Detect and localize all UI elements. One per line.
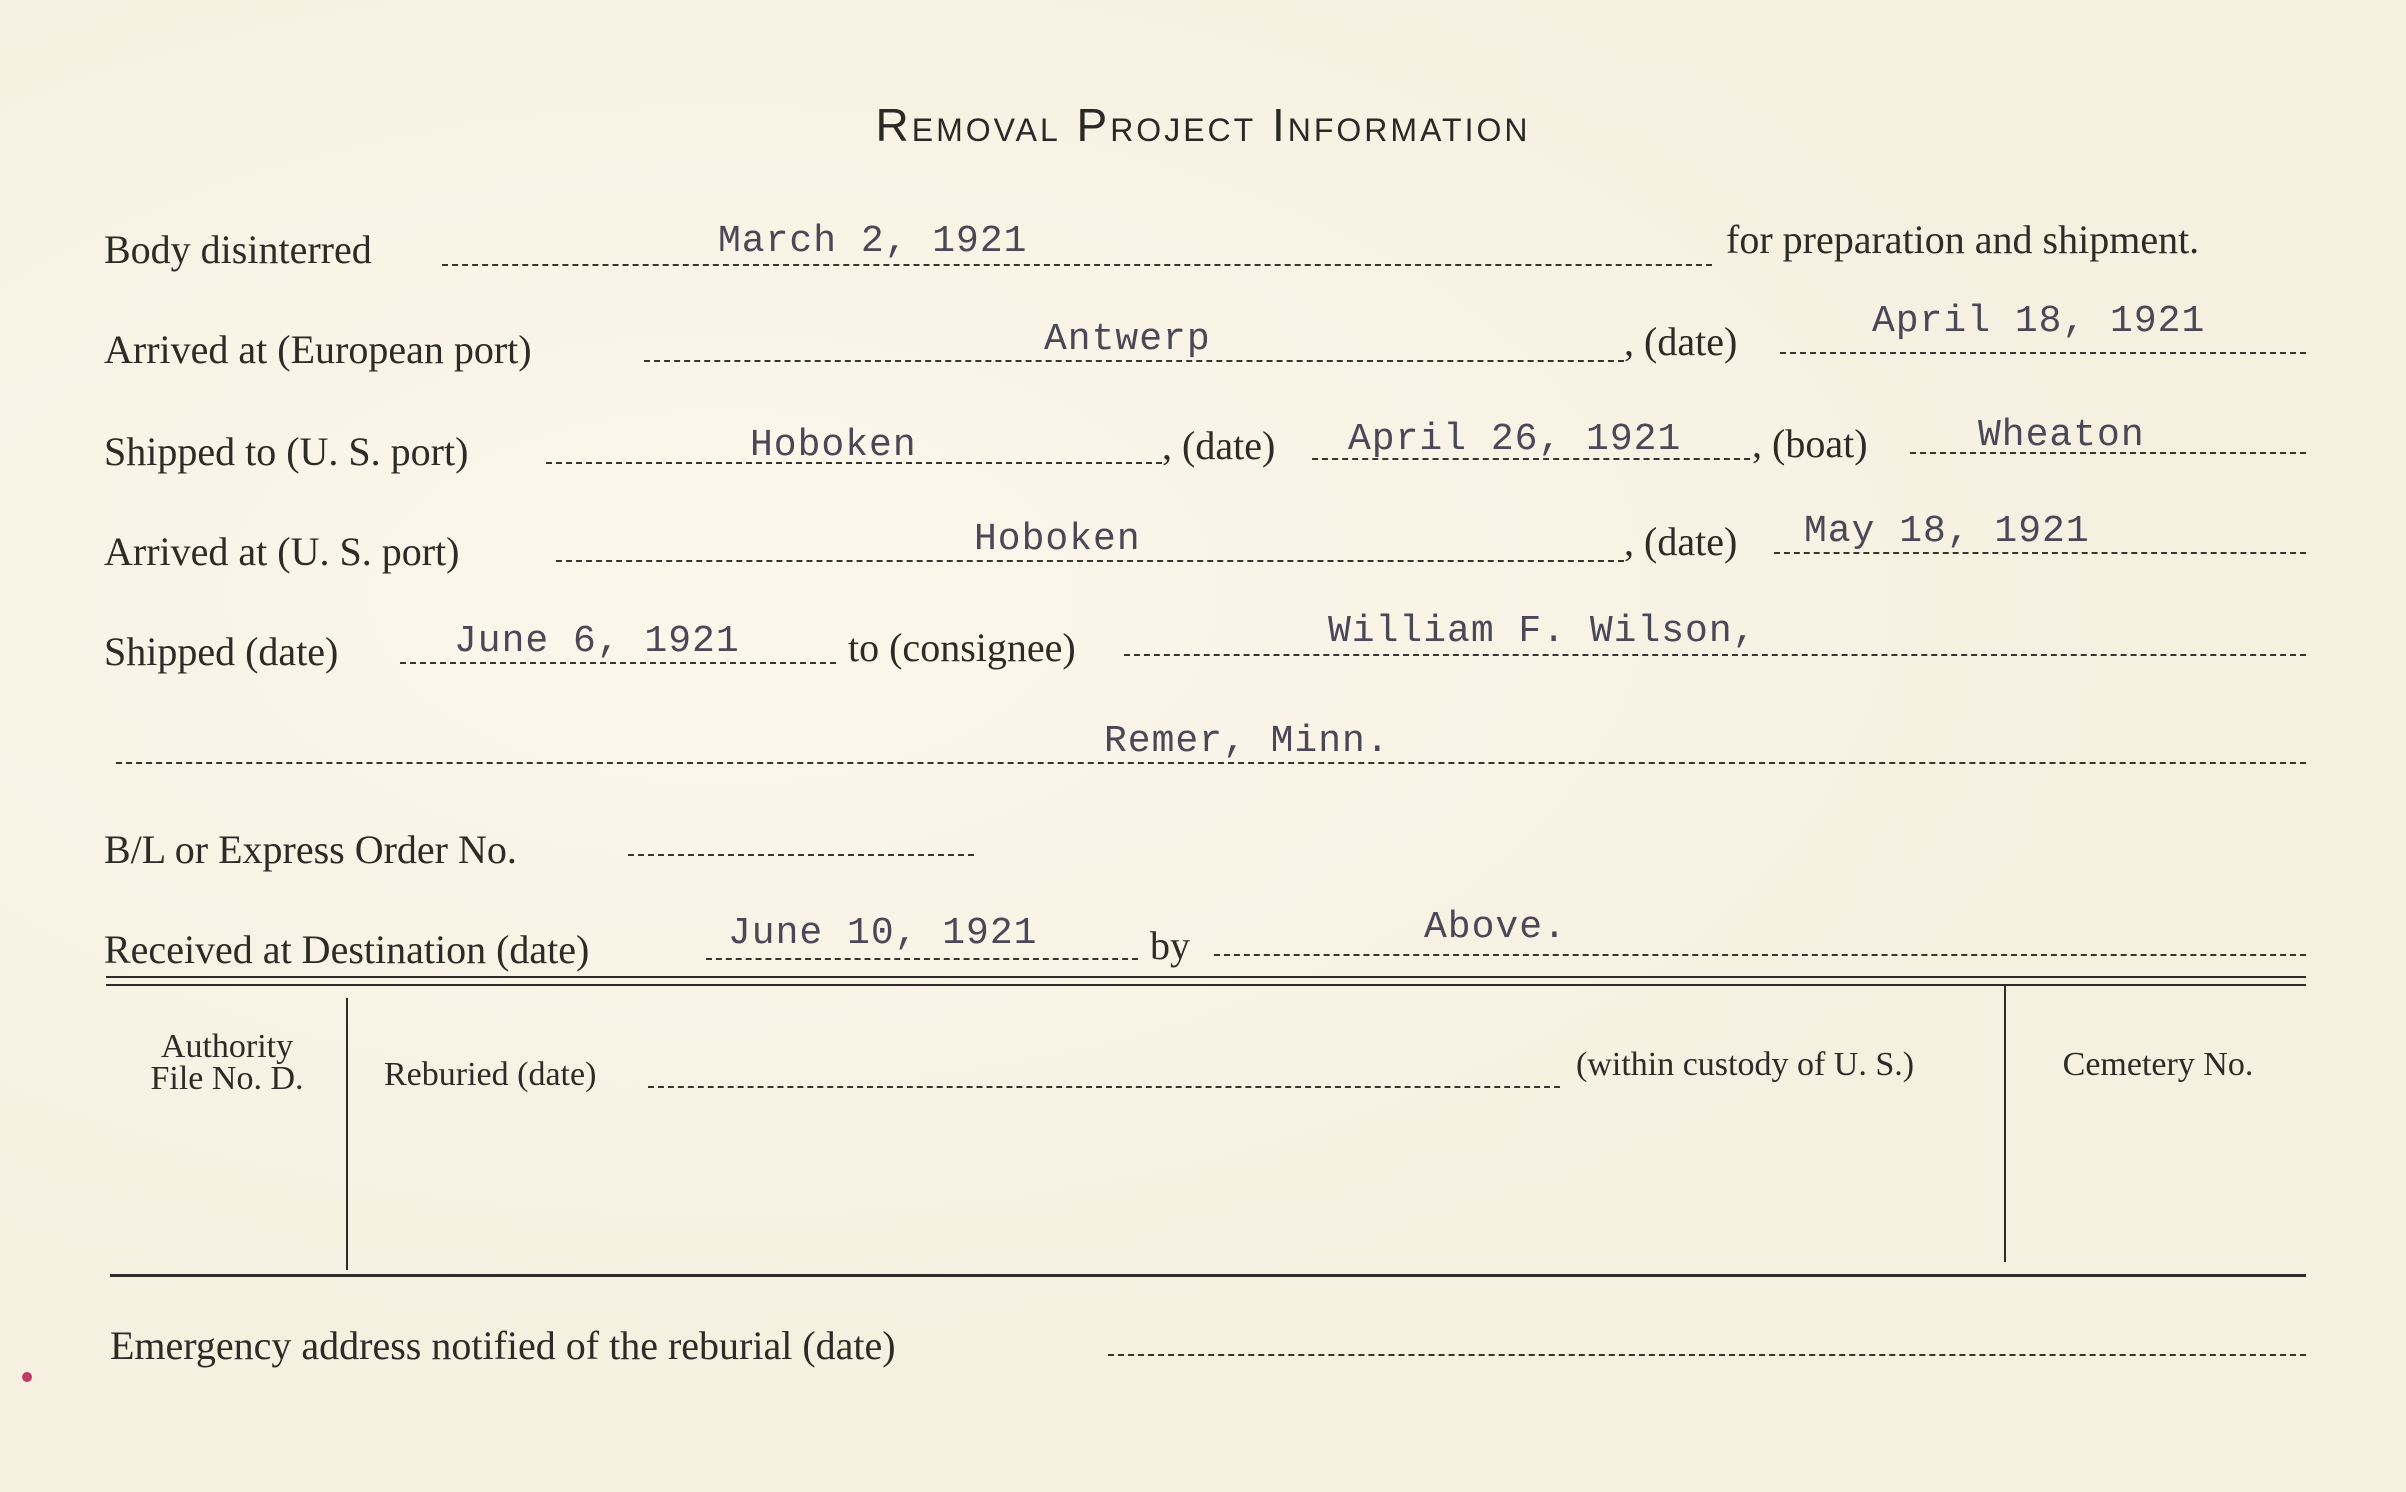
- consignee-value[interactable]: William F. Wilson,: [1328, 610, 1757, 653]
- table-top-rule-1: [106, 976, 2306, 978]
- shipped-us-date-label: , (date): [1162, 423, 1276, 468]
- disinterred-suffix: for preparation and shipment.: [1726, 217, 2200, 262]
- shipped-date-label: Shipped (date): [104, 629, 339, 674]
- received-date-line: [706, 958, 1138, 960]
- shipped-us-boat[interactable]: Wheaton: [1978, 414, 2145, 457]
- arrived-europe-label: Arrived at (European port): [104, 327, 532, 372]
- table-top-rule-2: [106, 984, 2306, 986]
- shipped-us-boat-label: , (boat): [1752, 421, 1868, 466]
- custody-label: (within custody of U. S.): [1576, 1046, 1915, 1083]
- received-by-line: [1214, 954, 2306, 956]
- received-by[interactable]: Above.: [1424, 906, 1567, 949]
- shipped-us-port[interactable]: Hoboken: [750, 424, 917, 467]
- consignee-line: [1124, 654, 2306, 656]
- consignee-label: to (consignee): [848, 625, 1076, 670]
- consignee-address[interactable]: Remer, Minn.: [1104, 720, 1390, 763]
- received-by-label: by: [1150, 923, 1190, 968]
- authority-label-line1: Authority: [160, 1028, 294, 1065]
- arrived-europe-port[interactable]: Antwerp: [1044, 318, 1211, 361]
- arrived-us-date[interactable]: May 18, 1921: [1804, 510, 2090, 553]
- form-title: Removal Project Information: [875, 99, 1531, 151]
- emergency-line: [1108, 1354, 2306, 1356]
- ink-mark: [22, 1372, 32, 1382]
- disinterred-value[interactable]: March 2, 1921: [718, 220, 1028, 263]
- arrived-europe-date-line: [1780, 352, 2306, 354]
- received-label: Received at Destination (date): [104, 927, 590, 972]
- disinterred-line: [442, 264, 1712, 266]
- disinterred-label: Body disinterred: [104, 227, 372, 272]
- table-divider-right: [2004, 986, 2006, 1262]
- received-date[interactable]: June 10, 1921: [728, 912, 1038, 955]
- emergency-label: Emergency address notified of the reburial (date): [110, 1323, 896, 1368]
- arrived-us-date-label: , (date): [1624, 519, 1738, 564]
- authority-label-line2: File No. D.: [150, 1060, 304, 1097]
- table-divider-left: [346, 998, 348, 1270]
- shipped-us-label: Shipped to (U. S. port): [104, 429, 469, 474]
- arrived-europe-date-label: , (date): [1624, 319, 1738, 364]
- shipped-date[interactable]: June 6, 1921: [454, 620, 740, 663]
- table-bottom-rule: [110, 1274, 2306, 1277]
- reburied-line: [648, 1086, 1560, 1088]
- cemetery-label: Cemetery No.: [2062, 1046, 2254, 1083]
- arrived-us-label: Arrived at (U. S. port): [104, 529, 460, 574]
- arrived-europe-date[interactable]: April 18, 1921: [1872, 300, 2206, 343]
- shipped-us-date[interactable]: April 26, 1921: [1348, 418, 1682, 461]
- arrived-us-port[interactable]: Hoboken: [974, 518, 1141, 561]
- bl-label: B/L or Express Order No.: [104, 827, 517, 872]
- bl-line: [628, 854, 974, 856]
- reburied-label: Reburied (date): [384, 1056, 597, 1093]
